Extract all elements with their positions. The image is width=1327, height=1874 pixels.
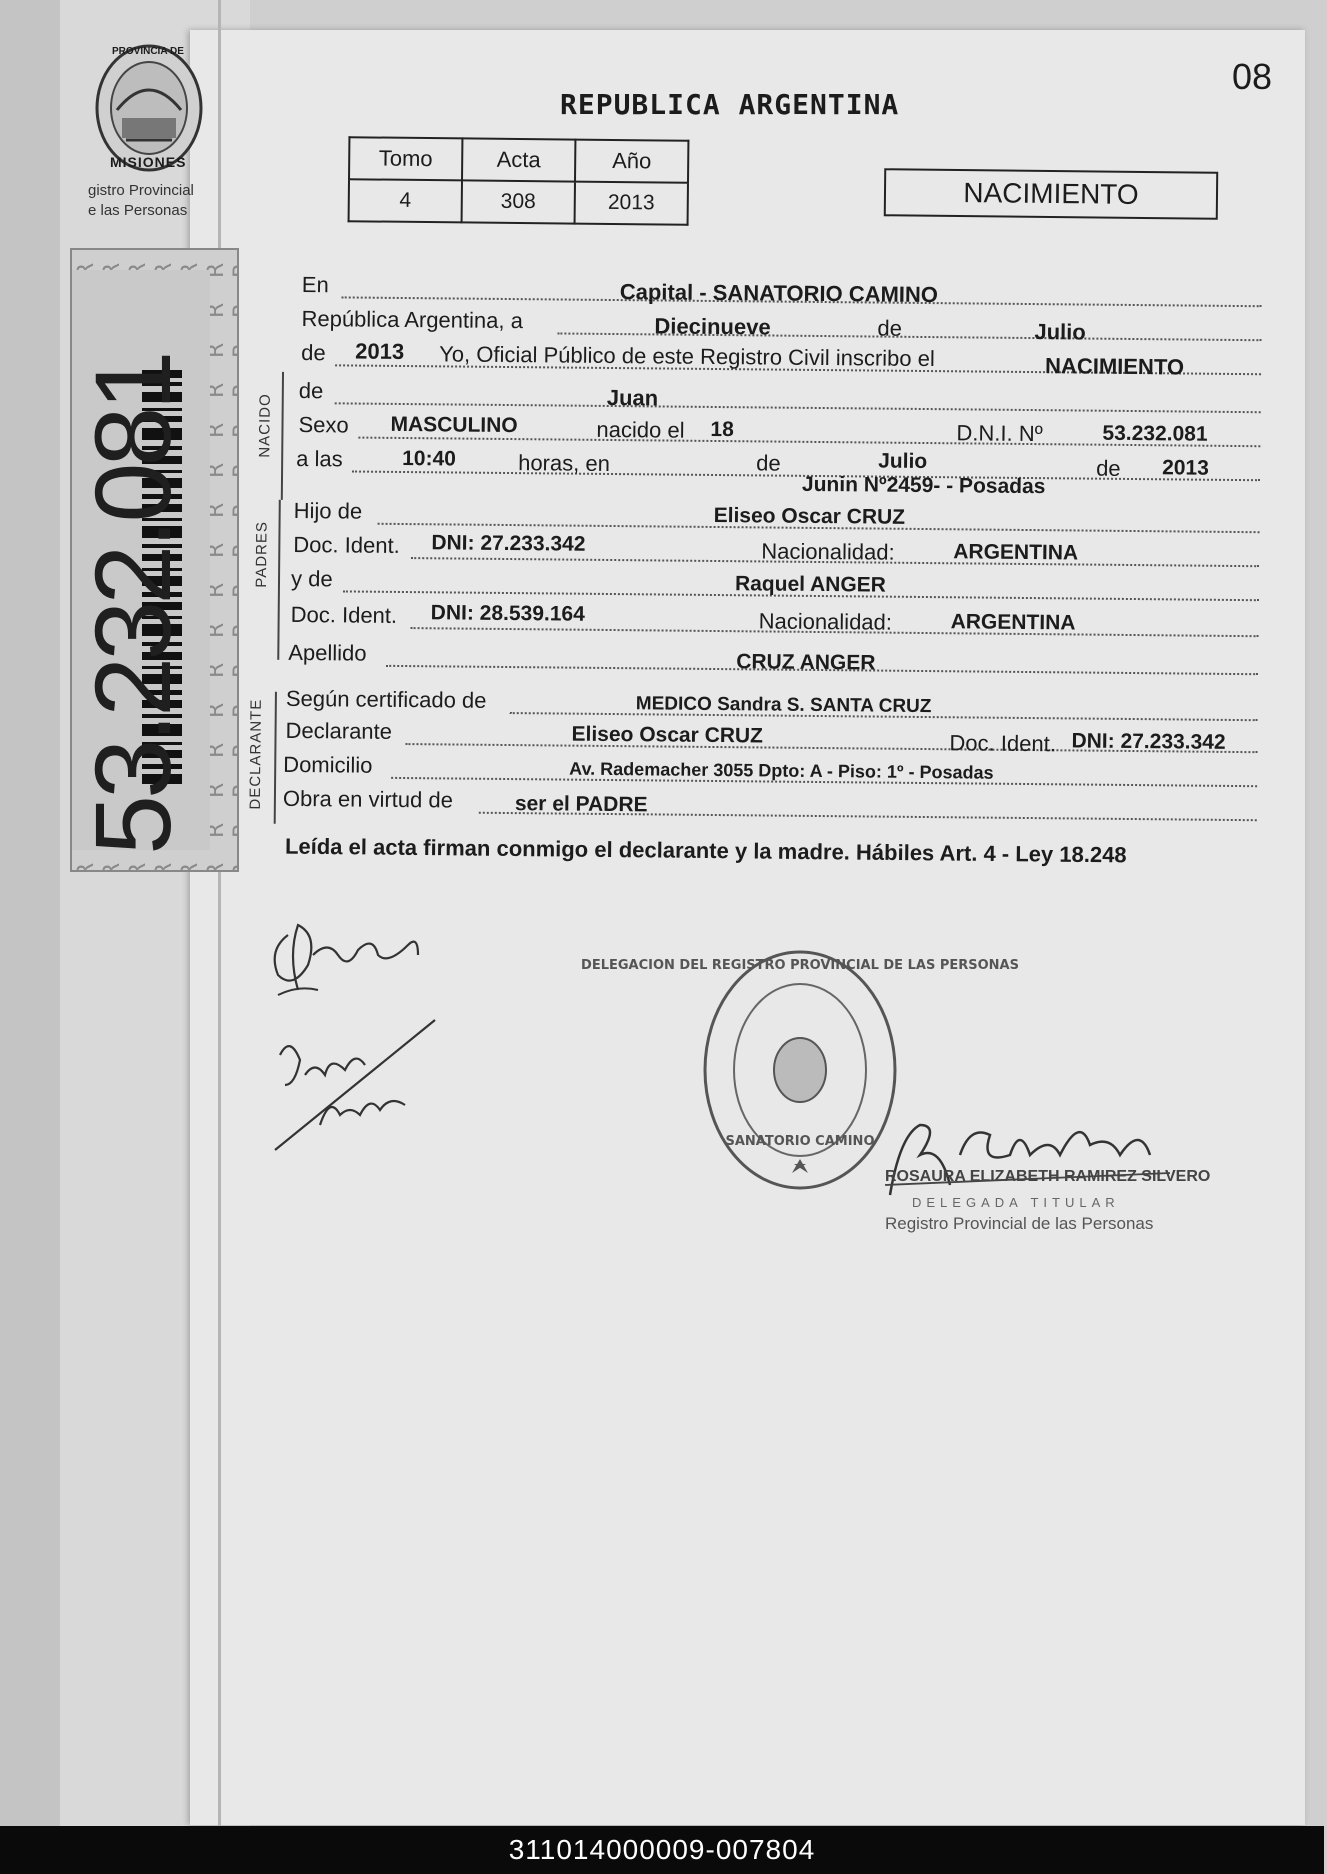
official-stamp-icon: [581, 945, 1019, 1205]
horas-label: horas, en: [518, 450, 611, 476]
certificado-value: MEDICO Sandra S. SANTA CRUZ: [635, 693, 932, 718]
registry-name-line1: gistro Provincial: [88, 182, 194, 199]
stamp-outer-text: DELEGACION DEL REGISTRO PROVINCIAL DE LAS PERSONAS: [581, 958, 1019, 973]
apellido-label: Apellido: [288, 639, 367, 666]
padre-value: Eliseo Oscar CRUZ: [713, 503, 906, 529]
republica-label: República Argentina, a: [301, 306, 524, 334]
padres-bracket: [277, 500, 281, 660]
nacido-anio: 2013: [1162, 456, 1209, 480]
padre-doc-label: Doc. Ident.: [293, 531, 400, 558]
padre-nac: ARGENTINA: [953, 540, 1079, 565]
tomo-label: Tomo: [349, 137, 462, 180]
acta-value: 308: [462, 180, 575, 223]
stamp-inner-text: SANATORIO CAMINO: [725, 1134, 875, 1149]
official-org: Registro Provincial de las Personas: [885, 1214, 1154, 1233]
yo-text: Yo, Oficial Público de este Registro Civil inscribo el: [439, 341, 935, 372]
page-number: 08: [1232, 56, 1273, 97]
hora-value: 10:40: [402, 446, 457, 471]
mother-signature-icon: [270, 1015, 450, 1155]
document-id: 311014000009-007804: [508, 1834, 816, 1865]
en-label: En: [301, 272, 329, 298]
padre-nac-label: Nacionalidad:: [761, 538, 895, 565]
declarante-bracket: [274, 692, 277, 824]
registry-name-line2: e las Personas: [88, 202, 188, 219]
legal-text: Leída el acta firman conmigo el declarante y la madre. Hábiles Art. 4 - Ley 18.248: [284, 833, 1127, 868]
en-value: Capital - SANATORIO CAMINO: [619, 279, 939, 308]
obra-value: ser el PADRE: [514, 792, 648, 817]
country-title: REPUBLICA ARGENTINA: [560, 88, 900, 121]
hijo-label: Hijo de: [293, 497, 363, 524]
yde-label: y de: [290, 565, 333, 592]
barcode-number: 53.232.081: [72, 354, 193, 855]
acto-value: NACIMIENTO: [1044, 353, 1185, 380]
seal-bottom-text: MISIONES: [110, 154, 187, 170]
acta-label: Acta: [462, 138, 575, 181]
madre-dni: DNI: 28.539.164: [430, 601, 585, 626]
de-label-4: de: [756, 450, 781, 476]
declarante-dni: DNI: 27.233.342: [1071, 729, 1226, 754]
anio-label: Año: [575, 140, 688, 183]
record-type-box: NACIMIENTO: [884, 168, 1218, 219]
father-signature-icon: [258, 895, 428, 1015]
official-role: DELEGADA TITULAR: [912, 1195, 1120, 1210]
mes-value: Julio: [1034, 319, 1086, 345]
de-label-5: de: [1096, 455, 1121, 481]
padre-dni: DNI: 27.233.342: [431, 531, 586, 556]
side-label-declarante: DECLARANTE: [246, 698, 265, 810]
side-label-nacido: NACIDO: [256, 393, 274, 458]
alas-label: a las: [296, 445, 343, 472]
sexo-label: Sexo: [298, 411, 349, 438]
madre-value: Raquel ANGER: [734, 572, 887, 597]
domicilio-value: Av. Rademacher 3055 Dpto: A - Piso: 1º - Posadas: [569, 758, 994, 783]
official-name: ROSAURA ELIZABETH RAMIREZ SILVERO: [885, 1168, 1211, 1185]
madre-nac: ARGENTINA: [950, 610, 1076, 635]
apellido-value: CRUZ ANGER: [736, 650, 876, 675]
de-label-3: de: [298, 377, 324, 404]
side-label-padres: PADRES: [252, 520, 271, 588]
nacido-label: nacido el: [596, 416, 685, 443]
nacido-bracket: [281, 372, 284, 500]
madre-doc-label: Doc. Ident.: [290, 601, 398, 628]
dni-label: D.N.I. Nº: [956, 420, 1043, 447]
declarante-label: Declarante: [285, 717, 393, 744]
seal-top-text: PROVINCIA DE: [112, 46, 184, 57]
anio-value: 2013: [575, 182, 688, 225]
certificate-form: [0, 0, 1327, 910]
nombre-line: [335, 402, 1261, 413]
obra-label: Obra en virtud de: [282, 785, 454, 813]
nacido-dia: 18: [710, 417, 734, 442]
de-label-2: de: [301, 340, 326, 366]
declarante-value: Eliseo Oscar CRUZ: [571, 722, 764, 748]
dni-value: 53.232.081: [1102, 421, 1208, 446]
de-label-1: de: [877, 315, 903, 341]
domicilio-label: Domicilio: [283, 751, 373, 778]
nombre-value: Juan: [606, 384, 659, 411]
declarante-doc-label: Doc. Ident.: [949, 730, 1056, 757]
official-signature-icon: [880, 1095, 1180, 1205]
madre-nac-label: Nacionalidad:: [758, 608, 893, 635]
dia-value: Diecinueve: [654, 313, 771, 340]
tomo-value: 4: [349, 179, 462, 222]
anio-text-value: 2013: [355, 338, 405, 365]
segun-label: Según certificado de: [285, 685, 487, 713]
sexo-value: MASCULINO: [390, 412, 518, 438]
lugar-value: Junin Nº2459- - Posadas: [801, 472, 1046, 499]
nacido-mes: Julio: [878, 449, 928, 474]
